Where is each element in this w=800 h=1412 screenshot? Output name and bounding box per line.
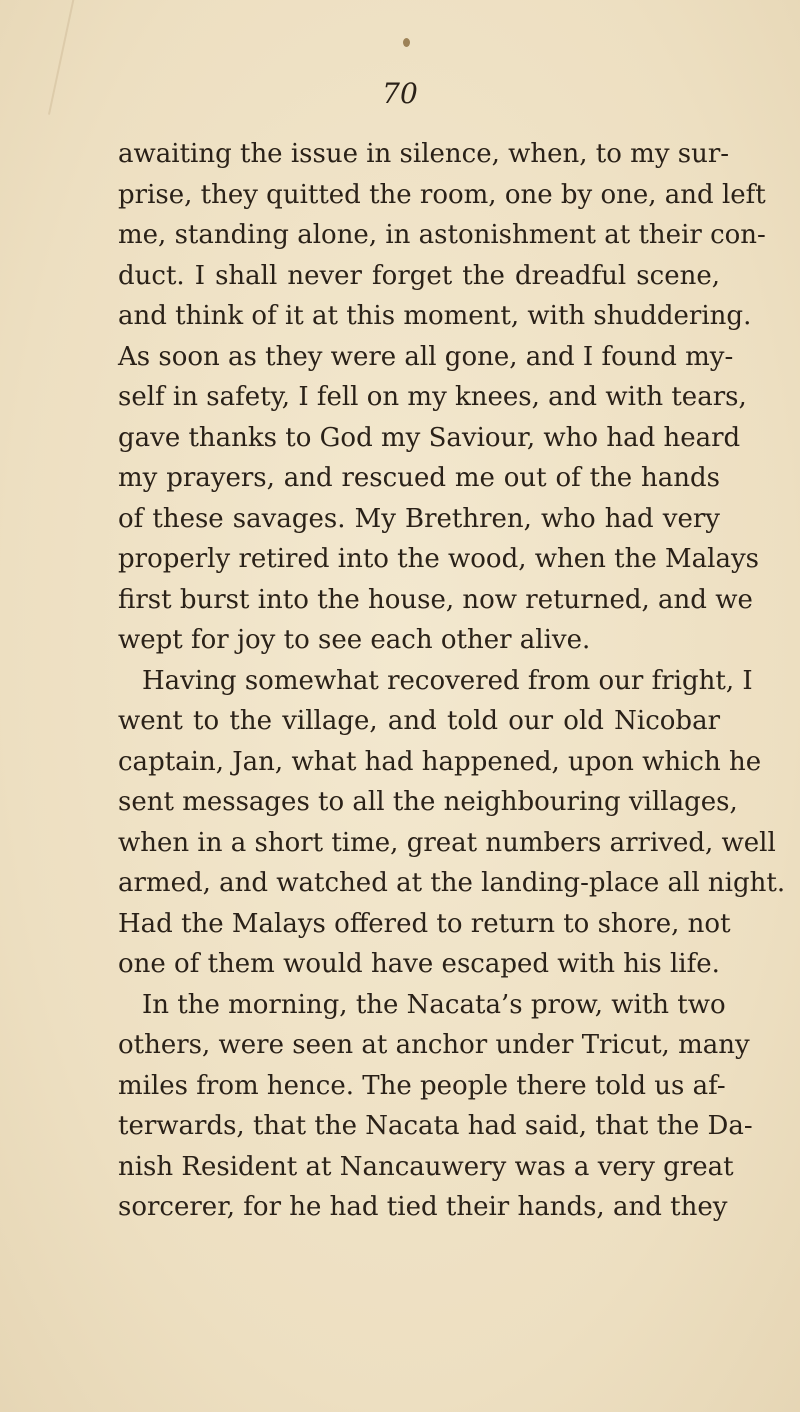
text-line: my prayers, and rescued me out of the hands [118,463,720,493]
page-number: 70 [382,77,418,110]
text-line: self in safety, I fell on my knees, and with tears, [118,382,747,412]
text-line: of these savages. My Brethren, who had very [118,503,720,534]
text-line: went to the village, and told our old Nicobar [118,706,720,736]
text-line: Had the Malays offered to return to shore, not [118,908,731,939]
text-line: when in a short time, great numbers arrived, well [118,827,776,858]
text-line: gave thanks to God my Saviour, who had heard [118,422,741,453]
ink-mark [403,38,410,47]
text-line: first burst into the house, now returned, and we [118,584,753,615]
text-line: armed, and watched at the landing-place all night. [118,868,786,898]
text-line: and think of it at this moment, with shuddering. [118,301,752,331]
text-line: duct. I shall never forget the dreadful scene, [118,260,720,291]
text-line: prise, they quitted the room, one by one, and left [118,179,766,210]
text-line: miles from hence. The people there told us af- [118,1070,726,1101]
text-line: sent messages to all the neighbouring villages, [118,787,738,817]
text-line: As soon as they were all gone, and I found my- [118,341,734,372]
text-line: terwards, that the Nacata had said, that the Da- [118,1111,753,1141]
text-line: properly retired into the wood, when the Malays [118,544,759,574]
text-line: others, were seen at anchor under Tricut, many [118,1030,750,1060]
text-line: wept for joy to see each other alive. [118,625,591,655]
body-text [118,134,786,1228]
text-line: awaiting the issue in silence, when, to my sur- [118,139,730,169]
text-line: nish Resident at Nancauwery was a very great [118,1151,734,1182]
text-line: In the morning, the Nacata’s prow, with two [142,989,726,1020]
text-line: me, standing alone, in astonishment at their con- [118,220,766,250]
text-line: one of them would have escaped with his life. [118,949,720,979]
text-line: sorcerer, for he had tied their hands, and they [118,1192,728,1222]
text-line: Having somewhat recovered from our fright, I [142,665,753,696]
text-line: captain, Jan, what had happened, upon which he [118,746,762,777]
